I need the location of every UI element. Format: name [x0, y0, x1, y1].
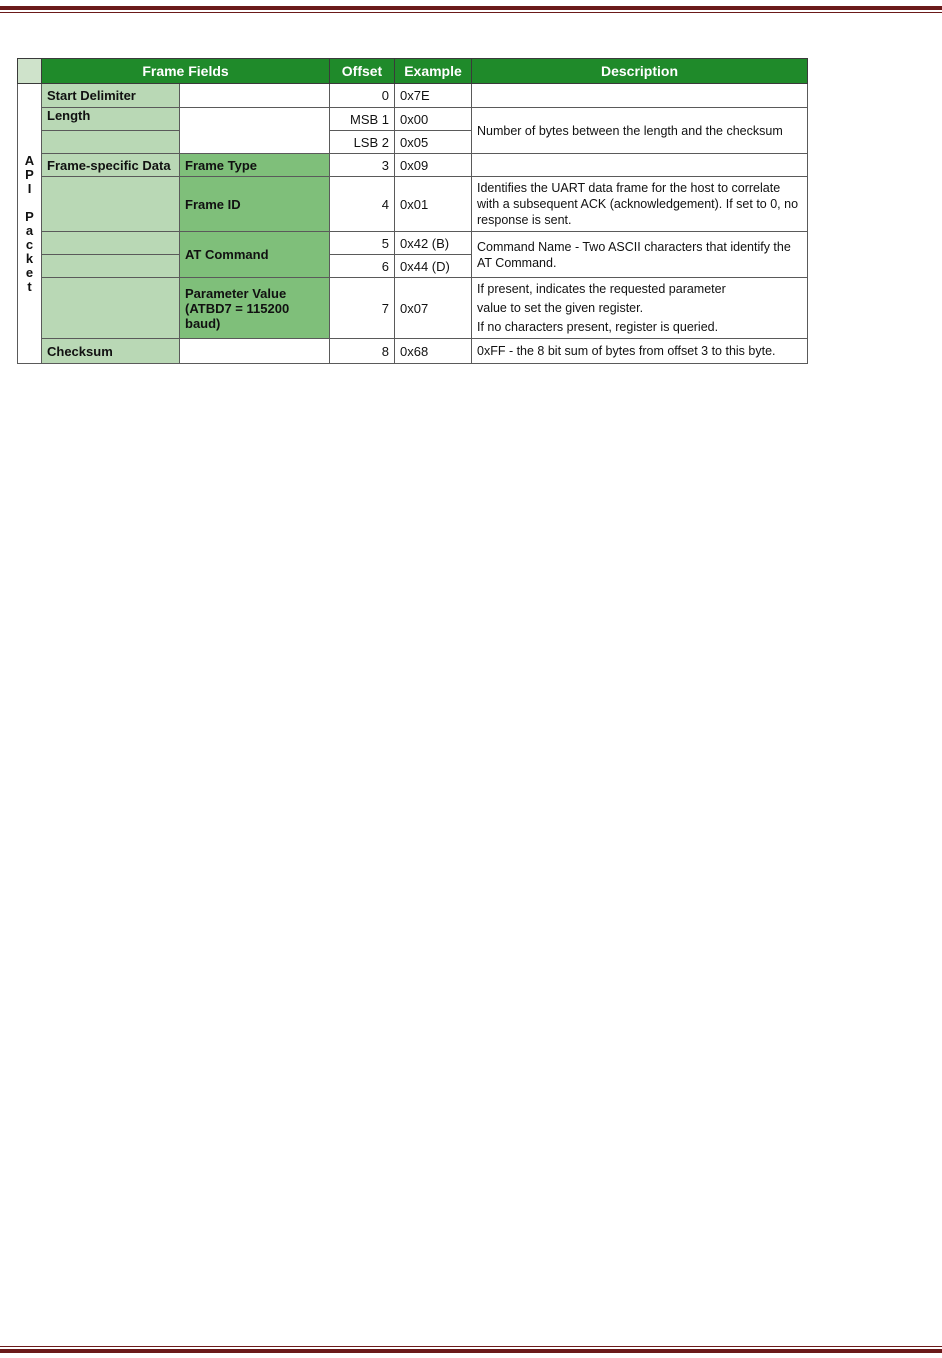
subfield-empty	[180, 339, 330, 364]
subfield-empty	[180, 84, 330, 108]
example-cell: 0x07	[395, 278, 472, 339]
offset-cell: 0	[330, 84, 395, 108]
offset-cell: 7	[330, 278, 395, 339]
subfield-at-command: AT Command	[180, 232, 330, 278]
description-cell: If present, indicates the requested parameter value to set the given register. If no characters present, register is queried.	[472, 278, 808, 339]
field-length: Length	[42, 108, 180, 131]
offset-cell: 6	[330, 255, 395, 278]
field-length-continued	[42, 131, 180, 154]
offset-cell: 4	[330, 177, 395, 232]
table-header-row	[18, 59, 808, 84]
example-cell: 0x68	[395, 339, 472, 364]
field-frame-specific-data-continued	[42, 255, 180, 278]
subfield-frame-id: Frame ID	[180, 177, 330, 232]
header-description: Description	[472, 59, 808, 84]
api-packet-side-label: A P I P a c k e t	[18, 84, 42, 364]
description-cell: Number of bytes between the length and the checksum	[472, 108, 808, 154]
offset-cell: 5	[330, 232, 395, 255]
description-cell: Command Name - Two ASCII characters that identify the AT Command.	[472, 232, 808, 278]
field-frame-specific-data-continued	[42, 177, 180, 232]
offset-cell: MSB 1	[330, 108, 395, 131]
field-frame-specific-data-continued	[42, 278, 180, 339]
offset-cell: 8	[330, 339, 395, 364]
table-row	[18, 278, 808, 339]
example-cell: 0x01	[395, 177, 472, 232]
field-checksum: Checksum	[42, 339, 180, 364]
subfield-frame-type: Frame Type	[180, 154, 330, 177]
description-cell: 0xFF - the 8 bit sum of bytes from offset 3 to this byte.	[472, 339, 808, 364]
table-row	[18, 339, 808, 364]
header-frame-fields: Frame Fields	[42, 59, 330, 84]
field-frame-specific-data: Frame-specific Data	[42, 154, 180, 177]
header-offset: Offset	[330, 59, 395, 84]
api-frame-table	[17, 58, 808, 364]
table-row	[18, 108, 808, 131]
header-corner	[18, 59, 42, 84]
table-row	[18, 154, 808, 177]
description-cell: Identifies the UART data frame for the host to correlate with a subsequent ACK (acknowledgement). If set to 0, no response is sent.	[472, 177, 808, 232]
example-cell: 0x42 (B)	[395, 232, 472, 255]
field-frame-specific-data-continued	[42, 232, 180, 255]
header-example: Example	[395, 59, 472, 84]
subfield-parameter-value: Parameter Value (ATBD7 = 115200 baud)	[180, 278, 330, 339]
footer-rule	[0, 1346, 942, 1354]
subfield-empty	[180, 108, 330, 154]
offset-cell: LSB 2	[330, 131, 395, 154]
example-cell: 0x09	[395, 154, 472, 177]
table-row	[18, 84, 808, 108]
field-start-delimiter: Start Delimiter	[42, 84, 180, 108]
example-cell: 0x44 (D)	[395, 255, 472, 278]
table-row	[18, 232, 808, 255]
header-rule	[0, 6, 942, 14]
example-cell: 0x00	[395, 108, 472, 131]
offset-cell: 3	[330, 154, 395, 177]
example-cell: 0x7E	[395, 84, 472, 108]
example-cell: 0x05	[395, 131, 472, 154]
description-cell	[472, 84, 808, 108]
description-cell	[472, 154, 808, 177]
table-row	[18, 177, 808, 232]
